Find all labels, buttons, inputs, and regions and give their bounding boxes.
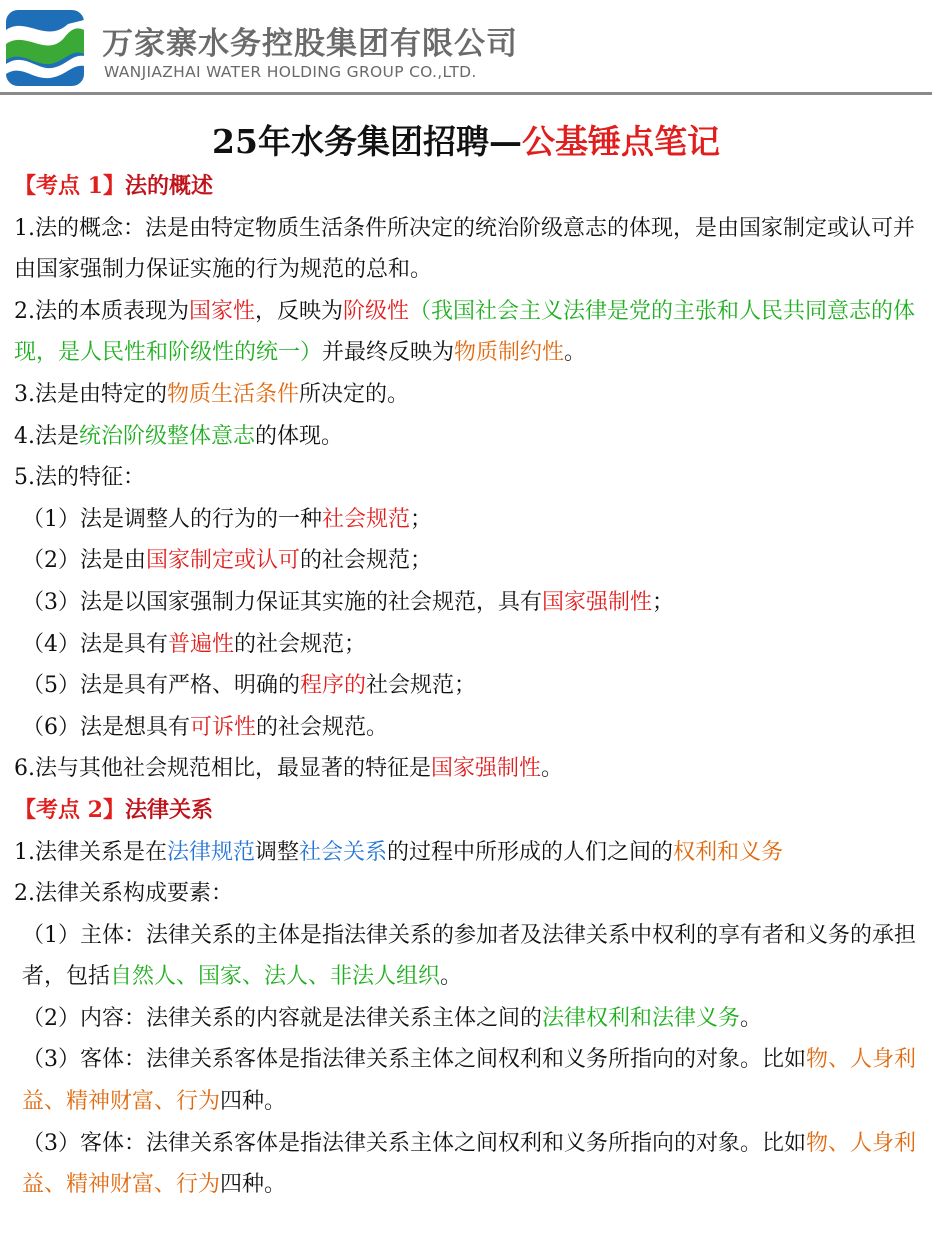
text-span: 2.法的本质表现为 [14,298,189,324]
law-determined-line [14,374,920,416]
text-span: 。 [564,340,587,366]
text-span: 的体现。 [255,423,344,449]
keyword-national: 国家性 [189,298,256,324]
text-span: ，反映为 [255,298,344,324]
text-span: 调整 [255,839,300,865]
feature-item [14,707,920,749]
keyword-will: 统治阶级整体意志 [79,423,256,449]
text-span: （3）法是以国家强制力保证其实施的社会规范，具有 [22,589,542,615]
text-span: 社会规范； [366,673,477,699]
section-2-title: 法律关系 [124,796,213,823]
keyword-legal-norms: 法律规范 [167,839,256,865]
text-span: （3）客体：法律关系客体是指法律关系主体之间权利和义务所指向的对象。比如 [22,1047,806,1073]
feature-item [14,582,920,624]
text-span: （6）法是想具有 [22,714,190,740]
notes-body [14,166,920,1206]
title-main: 25年水务集团招聘— [212,122,522,161]
company-header [0,0,932,92]
company-name-cn: 万家寨水务控股集团有限公司 [102,26,518,62]
law-features-heading: 5.法的特征： [14,465,145,491]
text-span: 的社会规范； [300,548,433,574]
section-2-heading [14,790,920,832]
text-span: ； [652,589,675,615]
text-span: 4.法是 [14,423,79,449]
legal-relation-definition [14,832,920,874]
law-compare-line [14,748,920,790]
keyword-material: 物质制约性 [454,340,565,366]
text-span: 。 [541,756,564,782]
text-span: （2）法是由 [22,548,146,574]
element-item [14,1123,920,1206]
keyword: 法律权利和法律义务 [542,1005,741,1031]
text-span: （5）法是具有严格、明确的 [22,673,300,699]
header-divider [0,92,932,95]
elements-heading: 2.法律关系构成要素： [14,881,233,907]
keyword-rights-duties: 权利和义务 [673,839,784,865]
text-span: 3.法是由特定的 [14,381,167,407]
water-wave-logo-icon [6,10,84,86]
text-span: 6.法与其他社会规范相比，最显著的特征是 [14,756,431,782]
text-span: 的社会规范； [234,631,367,657]
feature-item [14,665,920,707]
text-span: 。 [440,964,463,990]
text-span: （4）法是具有 [22,631,168,657]
feature-item [14,499,920,541]
text-span: （3）客体：法律关系客体是指法律关系主体之间权利和义务所指向的对象。比如 [22,1130,806,1156]
text-span: 四种。 [220,1089,287,1115]
keyword: 物、人身利益、精神财富、行为 [22,1130,917,1198]
keyword: 普遍性 [168,631,235,657]
law-concept-paragraph: 1.法的概念：法是由特定物质生活条件所决定的统治阶级意志的体现，是由国家制定或认可并由国家强制力保证实施的行为规范的总和。 [14,215,915,283]
feature-item [14,540,920,582]
law-essence-paragraph [14,291,920,374]
keyword-conditions: 物质生活条件 [167,381,300,407]
feature-item [14,624,920,666]
keyword: 社会规范 [322,506,411,532]
page-title [0,116,932,163]
text-span: 四种。 [220,1172,287,1198]
text-span: 1.法律关系是在 [14,839,167,865]
element-item [14,998,920,1040]
text-span: 。 [740,1005,763,1031]
section-1-heading [14,166,920,208]
section-2-tag: 【考点 2】 [14,796,125,823]
text-span: 并最终反映为 [322,340,455,366]
element-item [14,915,920,998]
text-span: （1）法是调整人的行为的一种 [22,506,322,532]
element-item [14,1039,920,1122]
keyword-class: 阶级性 [343,298,410,324]
law-will-line [14,416,920,458]
keyword: 自然人、国家、法人、非法人组织 [110,964,441,990]
text-span: （1）主体：法律关系的主体是指法律关系的参加者及法律关系中权利的享有者和义务的承担者，包括 [22,922,917,990]
section-1-tag: 【考点 1】 [14,173,125,199]
text-span: （2）内容：法律关系的内容就是法律关系主体之间的 [22,1005,542,1031]
keyword: 国家强制性 [431,756,542,782]
keyword: 可诉性 [190,714,257,740]
text-span: ； [410,506,433,532]
company-name-en: WANJIAZHAI WATER HOLDING GROUP CO.,LTD. [104,63,477,81]
keyword: 国家强制性 [542,589,653,615]
keyword: 物、人身利益、精神财富、行为 [22,1047,917,1115]
keyword: 程序的 [300,673,367,699]
section-1-title: 法的概述 [124,173,213,199]
text-span: 所决定的。 [299,381,410,407]
keyword-social-relations: 社会关系 [299,839,388,865]
title-highlight: 公基锤点笔记 [521,122,720,161]
text-span: 的社会规范。 [256,714,389,740]
keyword: 国家制定或认可 [146,548,301,574]
text-span: 的过程中所形成的人们之间的 [387,839,674,865]
note-parenthetical: （我国社会主义法律是党的主张和人民共同意志的体现，是人民性和阶级性的统一） [14,298,916,366]
